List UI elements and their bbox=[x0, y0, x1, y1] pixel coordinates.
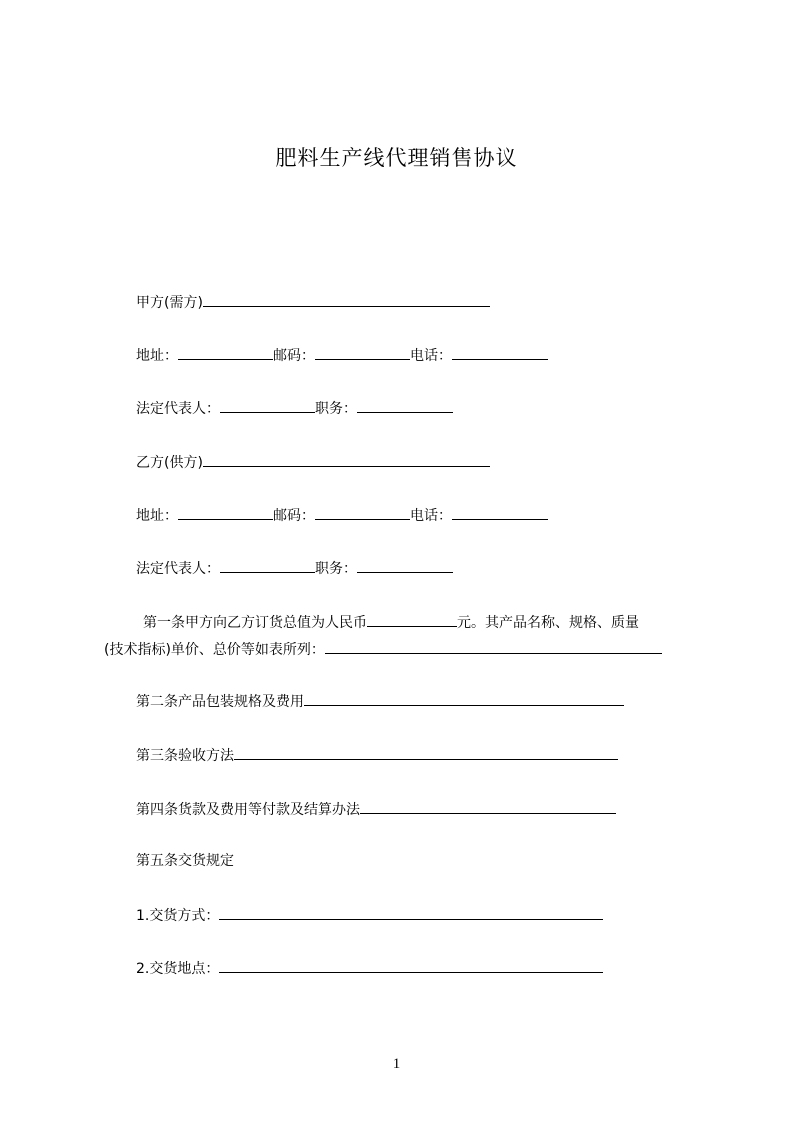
party-b-label: 乙方(供方) bbox=[136, 455, 203, 471]
party-b-position-blank[interactable] bbox=[357, 558, 453, 573]
party-b-postcode-label: 邮码： bbox=[273, 508, 315, 524]
clause-5-label: 第五条交货规定 bbox=[136, 853, 234, 869]
party-b-phone-label: 电话： bbox=[410, 508, 452, 524]
party-a-rep-label: 法定代表人： bbox=[136, 401, 220, 417]
clause-4-blank[interactable] bbox=[360, 799, 616, 814]
clause-5-line bbox=[136, 851, 234, 871]
clause-2-blank[interactable] bbox=[304, 691, 624, 706]
clause-1-text-a: 第一条甲方向乙方订货总值为人民币 bbox=[143, 615, 367, 631]
clause-2-label: 第二条产品包装规格及费用 bbox=[136, 694, 304, 710]
clause-3-label: 第三条验收方法 bbox=[136, 748, 234, 764]
clause-3-blank[interactable] bbox=[234, 745, 618, 760]
party-a-rep-blank[interactable] bbox=[220, 398, 315, 413]
party-b-blank[interactable] bbox=[203, 452, 490, 467]
clause-1-text-b: 元。其产品名称、规格、质量 bbox=[457, 615, 639, 631]
party-a-line bbox=[136, 292, 490, 313]
clause-1-text-c: (技术指标)单价、总价等如表所列： bbox=[104, 642, 325, 658]
party-b-position-label: 职务： bbox=[315, 561, 357, 577]
party-b-rep-line bbox=[136, 558, 453, 579]
clause-5-2-label: 2.交货地点： bbox=[136, 961, 220, 977]
clause-5-1-blank[interactable] bbox=[219, 905, 603, 920]
party-b-line bbox=[136, 452, 490, 473]
party-b-address-blank[interactable] bbox=[178, 505, 273, 520]
party-a-position-label: 职务： bbox=[315, 401, 357, 417]
party-a-address-blank[interactable] bbox=[178, 345, 273, 360]
clause-5-2-blank[interactable] bbox=[219, 958, 603, 973]
party-b-rep-blank[interactable] bbox=[220, 558, 315, 573]
clause-4-label: 第四条货款及费用等付款及结算办法 bbox=[136, 802, 360, 818]
clause-5-1-line bbox=[136, 905, 603, 926]
party-a-position-blank[interactable] bbox=[357, 398, 453, 413]
party-a-phone-label: 电话： bbox=[410, 348, 452, 364]
page-number: 1 bbox=[392, 1056, 401, 1072]
clause-3-line bbox=[136, 745, 618, 766]
clause-5-1-label: 1.交货方式： bbox=[136, 908, 220, 924]
party-a-contact-line bbox=[136, 345, 548, 366]
clause-1-amount-blank[interactable] bbox=[367, 612, 457, 627]
clause-1-line-1 bbox=[143, 612, 639, 633]
party-a-postcode-label: 邮码： bbox=[273, 348, 315, 364]
party-a-rep-line bbox=[136, 398, 453, 419]
document-title: 肥料生产线代理销售协议 bbox=[275, 146, 518, 170]
clause-4-line bbox=[136, 799, 616, 820]
clause-5-2-line bbox=[136, 958, 603, 979]
party-b-rep-label: 法定代表人： bbox=[136, 561, 220, 577]
clause-1-table-blank[interactable] bbox=[325, 639, 662, 654]
clause-1-line-2 bbox=[104, 639, 662, 660]
party-a-label: 甲方(需方) bbox=[136, 295, 203, 311]
party-a-address-label: 地址： bbox=[136, 348, 178, 364]
clause-2-line bbox=[136, 691, 624, 712]
party-a-blank[interactable] bbox=[203, 292, 490, 307]
party-b-phone-blank[interactable] bbox=[452, 505, 548, 520]
party-b-address-label: 地址： bbox=[136, 508, 178, 524]
party-a-postcode-blank[interactable] bbox=[315, 345, 410, 360]
party-b-contact-line bbox=[136, 505, 548, 526]
party-a-phone-blank[interactable] bbox=[452, 345, 548, 360]
party-b-postcode-blank[interactable] bbox=[315, 505, 410, 520]
